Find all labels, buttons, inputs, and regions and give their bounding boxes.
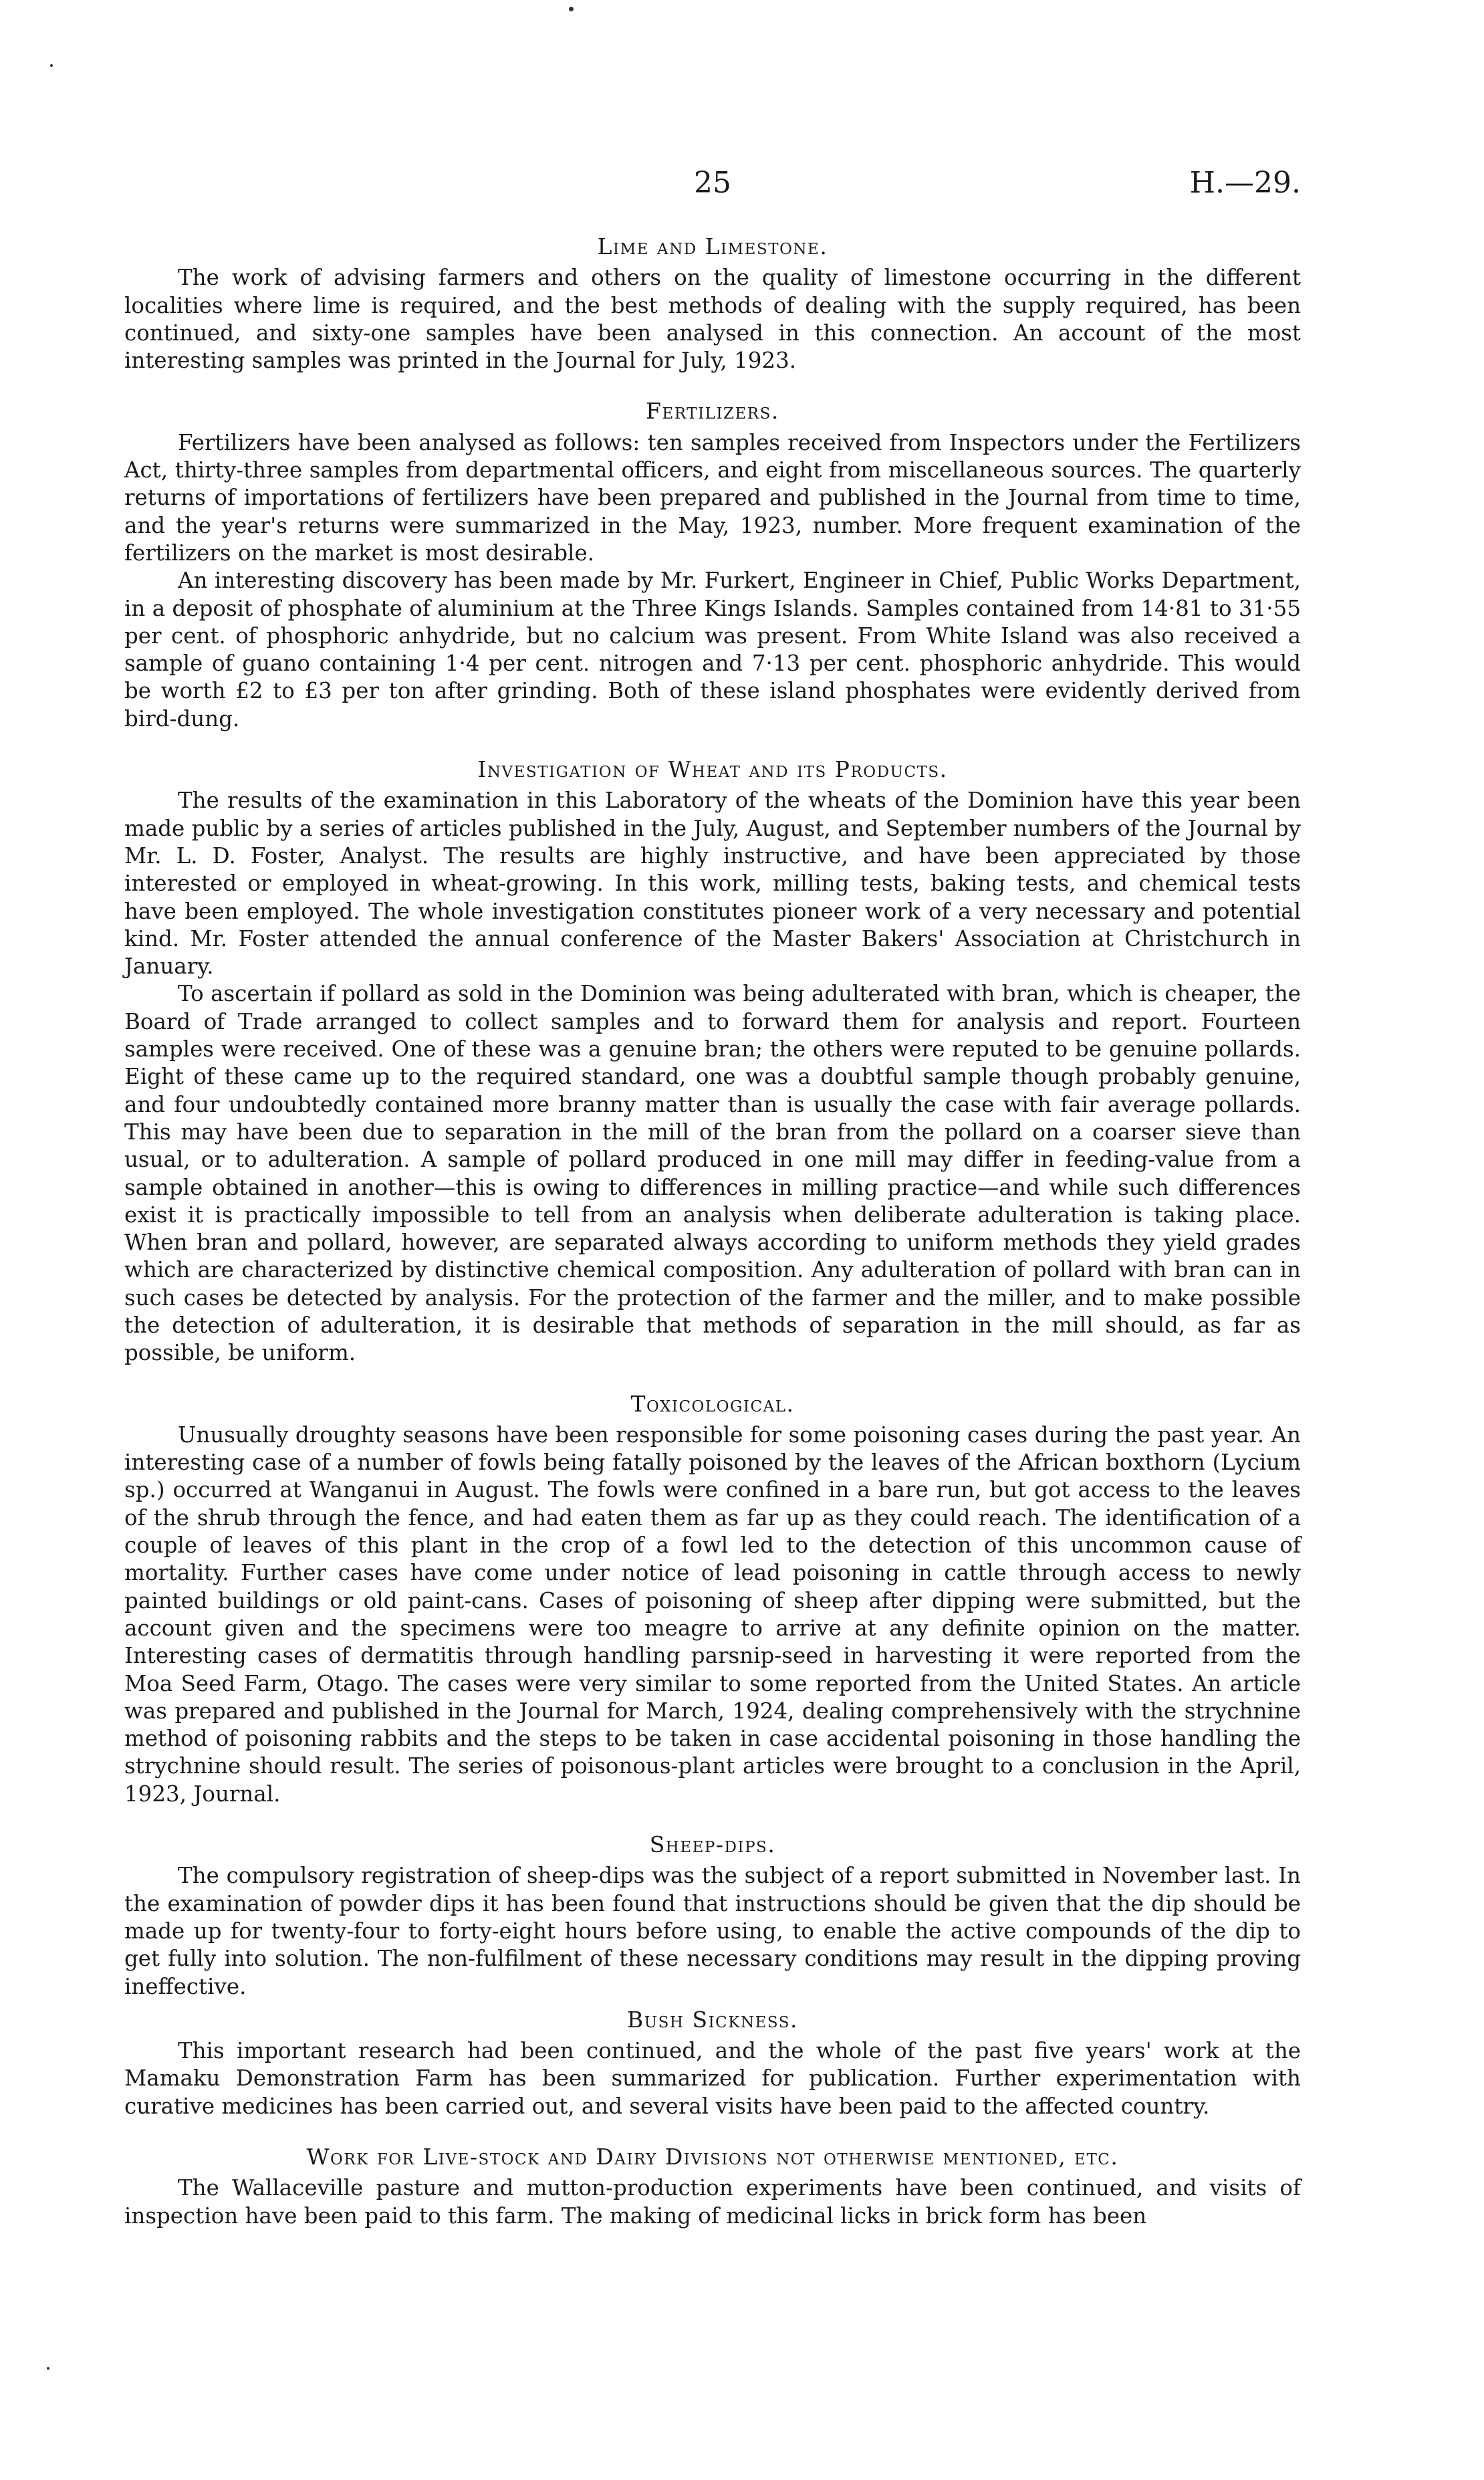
paragraph: The Wallaceville pasture and mutton-production experiments have been continued, and visits of inspection have been paid to this farm. The making of medicinal licks in brick form has been (124, 2175, 1301, 2229)
page-header (124, 166, 1301, 206)
document-reference: H.—29. (1189, 166, 1301, 200)
page-number: 25 (694, 166, 731, 200)
paragraph: The work of advising farmers and others on the quality of limestone occurring in the different localities where lime is required, and the best methods of dealing with the supply required, has been continued, and sixty-one samples have been analysed in this connection. An account of the most interesting samples was printed in the Journal for July, 1923. (124, 265, 1301, 374)
paragraph: The compulsory registration of sheep-dips was the subject of a report submitted in November last. In the examination of powder dips it has been found that instructions should be given that the dip should be made up for twenty-four to forty-eight hours before using, to enable the active compounds of the dip to get fully into solution. The non-fulfilment of these necessary conditions may result in the dipping proving ineffective. (124, 1863, 1301, 1999)
paragraph: To ascertain if pollard as sold in the Dominion was being adulterated with bran, which is cheaper, the Board of Trade arranged to collect samples and to forward them for analysis and report. Fourteen samples were received. One of these was a genuine bran; the others were reputed to be genuine pollards. Eight of these came up to the required standard, one was a doubtful sample though probably genuine, and four undoubtedly contained more branny matter than is usually the case with fair average pollards. This may have been due to separation in the mill of the bran from the pollard on a coarser sieve than usual, or to adulteration. A sample of pollard produced in one mill may differ in feeding-value from a sample obtained in another—this is owing to differences in milling practice—and while such differences exist it is practically impossible to tell from an analysis when deliberate adulteration is taking place. When bran and pollard, however, are separated always according to uniform methods they yield grades which are characterized by distinctive chemical composition. Any adulteration of pollard with bran can in such cases be detected by analysis. For the protection of the farmer and the miller, and to make possible the detection of adulteration, it is desirable that methods of separation in the mill should, as far as possible, be uniform. (124, 981, 1301, 1366)
section-toxicological (124, 1390, 1301, 1808)
paragraph: The results of the examination in this Laboratory of the wheats of the Dominion have this year been made public by a series of articles published in the July, August, and September numbers of the Journal by Mr. L. D. Foster, Analyst. The results are highly instructive, and have been appreciated by those interested or employed in wheat-growing. In this work, milling tests, baking tests, and chemical tests have been employed. The whole investigation constitutes pioneer work of a very necessary and potential kind. Mr. Foster attended the annual conference of the Master Bakers' Association at Christchurch in January. (124, 788, 1301, 980)
section-fertilizers (124, 397, 1301, 733)
scan-speck (47, 2367, 49, 2370)
section-heading: Work for Live-stock and Dairy Divisions not otherwise mentioned, etc. (306, 2144, 1119, 2170)
section-heading: Investigation of Wheat and its Products. (477, 756, 948, 783)
section-heading: Sheep-dips. (649, 1831, 776, 1858)
paragraph: This important research had been continued, and the whole of the past five years' work at the Mamaku Demonstration Farm has been summarized for publication. Further experimentation with curative medicines has been carried out, and several visits have been paid to the affected country. (124, 2038, 1301, 2119)
paragraph: An interesting discovery has been made by Mr. Furkert, Engineer in Chief, Public Works Department, in a deposit of phosphate of aluminium at the Three Kings Islands. Samples contained from 14·81 to 31·55 per cent. of phosphoric anhydride, but no calcium was present. From White Island was also received a sample of guano containing 1·4 per cent. nitrogen and 7·13 per cent. phosphoric anhydride. This would be worth £2 to £3 per ton after grinding. Both of these island phosphates were evidently derived from bird-dung. (124, 568, 1301, 731)
section-heading: Fertilizers. (646, 398, 779, 425)
section-sheep-dips (124, 1831, 1301, 2001)
paragraph: Unusually droughty seasons have been responsible for some poisoning cases during the past year. An interesting case of a number of fowls being fatally poisoned by the leaves of the African boxthorn (Lycium sp.) occurred at Wanganui in August. The fowls were confined in a bare run, but got access to the leaves of the shrub through the fence, and had eaten them as far up as they could reach. The identification of a couple of leaves of this plant in the crop of a fowl led to the detection of this uncommon cause of mortality. Further cases have come under notice of lead poisoning in cattle through access to newly painted buildings or old paint-cans. Cases of poisoning of sheep after dipping were submitted, but the account given and the specimens were too meagre to arrive at any definite opinion on the matter. Interesting cases of dermatitis through handling parsnip-seed in harvesting it were reported from the Moa Seed Farm, Otago. The cases were very similar to some reported from the United States. An article was prepared and published in the Journal for March, 1924, dealing comprehensively with the strychnine method of poisoning rabbits and the steps to be taken in case accidental poisoning in those handling the strychnine should result. The series of poisonous-plant articles were brought to a conclusion in the April, 1923, Journal. (124, 1422, 1301, 1807)
section-heading: Bush Sickness. (627, 2006, 798, 2033)
section-heading: Lime and Limestone. (597, 233, 828, 259)
section-lime-and-limestone (124, 233, 1301, 374)
section-bush-sickness (124, 2006, 1301, 2120)
document-page (124, 0, 1301, 2480)
section-live-stock-dairy (124, 2143, 1301, 2230)
paragraph: Fertilizers have been analysed as follows: ten samples received from Inspectors under the Fertilizers Act, thirty-three samples from departmental officers, and eight from miscellaneous sources. The quarterly returns of importations of fertilizers have been prepared and published in the Journal from time to time, and the year's returns were summarized in the May, 1923, number. More frequent examination of the fertilizers on the market is most desirable. (124, 429, 1301, 566)
section-heading: Toxicological. (630, 1390, 795, 1417)
scan-speck (50, 64, 53, 67)
document-body (124, 233, 1301, 2253)
section-wheat-investigation (124, 756, 1301, 1367)
